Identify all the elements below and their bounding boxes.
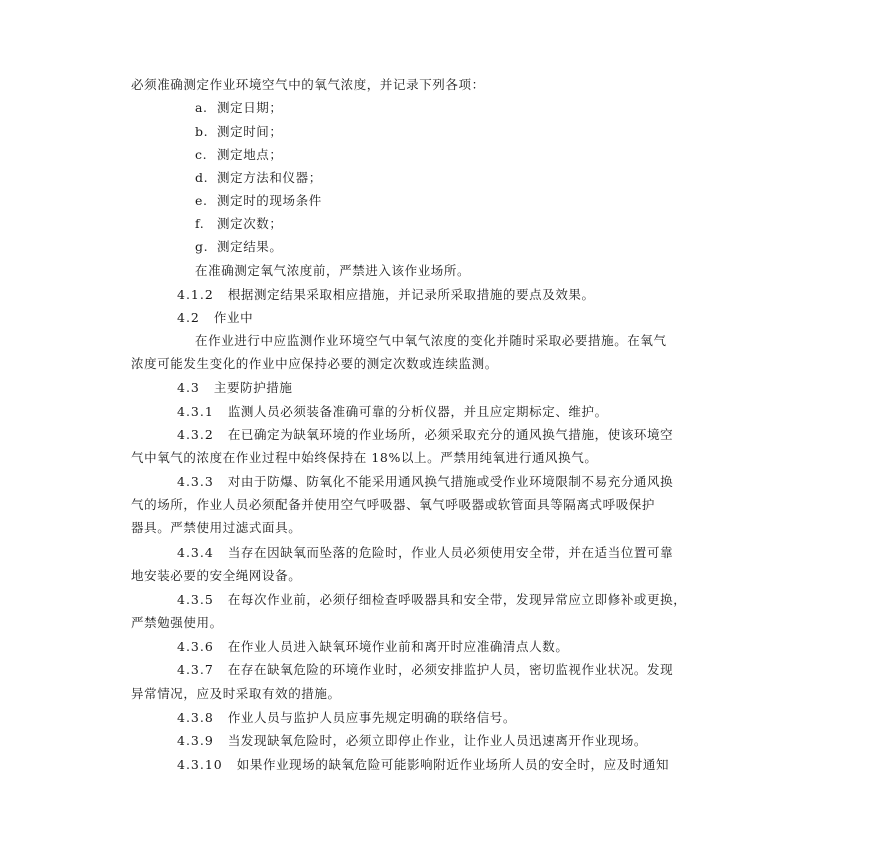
section-4-3-7 xyxy=(177,662,673,678)
item-letter: e. xyxy=(195,193,208,208)
list-item xyxy=(195,170,322,186)
section-number: 4.3.6 xyxy=(177,639,214,654)
list-item xyxy=(195,147,283,163)
item-text: 测定结果。 xyxy=(217,239,283,254)
section-text: 在存在缺氧危险的环境作业时，必须安排监护人员，密切监视作业状况。发现 xyxy=(227,662,674,677)
section-text: 如果作业现场的缺氧危险可能影响附近作业场所人员的安全时，应及时通知 xyxy=(236,757,670,772)
section-4-3-6 xyxy=(177,639,568,655)
paragraph-line: 在作业进行中应监测作业环境空气中氧气浓度的变化并随时采取必要措施。在氧气 xyxy=(195,333,667,348)
section-number: 4.3.4 xyxy=(177,545,214,560)
list-item xyxy=(195,239,283,255)
section-text: 在每次作业前，必须仔细检查呼吸器具和安全带，发现异常应立即修补或更换， xyxy=(227,592,687,607)
paragraph-line: 严禁勉强使用。 xyxy=(131,615,223,630)
list-item xyxy=(195,193,322,209)
paragraph-line: 气中氧气的浓度在作业过程中始终保持在 18%以上。严禁用纯氧进行通风换气。 xyxy=(131,450,598,465)
paragraph-line: 地安装必要的安全绳网设备。 xyxy=(131,568,302,583)
section-number: 4.3.8 xyxy=(177,710,214,725)
section-4-3-10 xyxy=(177,757,669,773)
section-4-3-8 xyxy=(177,710,516,726)
item-letter: c. xyxy=(195,147,208,162)
section-number: 4.3.1 xyxy=(177,404,214,419)
section-number: 4.3.10 xyxy=(177,757,223,772)
item-letter: g. xyxy=(195,239,209,254)
section-number: 4.3.2 xyxy=(177,427,214,442)
list-item xyxy=(195,216,283,232)
section-number: 4.3.3 xyxy=(177,474,214,489)
section-4-3-1 xyxy=(177,404,608,420)
section-4-3-9 xyxy=(177,733,647,749)
item-letter: d. xyxy=(195,170,209,185)
section-text: 对由于防爆、防氧化不能采用通风换气措施或受作业环境限制不易充分通风换 xyxy=(227,474,674,489)
section-4-3-5 xyxy=(177,592,686,608)
list-item xyxy=(195,100,283,116)
section-text: 作业人员与监护人员应事先规定明确的联络信号。 xyxy=(227,710,517,725)
section-4-3-heading xyxy=(177,380,293,396)
section-text: 根据测定结果采取相应措施，并记录所采取措施的要点及效果。 xyxy=(227,287,595,302)
section-4-3-3 xyxy=(177,474,673,490)
item-text: 测定时的现场条件 xyxy=(217,193,322,208)
item-letter: b. xyxy=(195,124,209,139)
section-text: 在已确定为缺氧环境的作业场所，必须采取充分的通风换气措施，使该环境空 xyxy=(227,427,674,442)
item-text: 测定次数； xyxy=(217,216,283,231)
item-text: 测定方法和仪器； xyxy=(217,170,322,185)
list-item xyxy=(195,124,283,140)
item-text: 测定时间； xyxy=(217,124,283,139)
section-4-3-4 xyxy=(177,545,673,561)
note-paragraph: 在准确测定氧气浓度前，严禁进入该作业场所。 xyxy=(195,263,471,278)
section-number: 4.2 xyxy=(177,310,200,325)
section-number: 4.3 xyxy=(177,380,200,395)
section-number: 4.1.2 xyxy=(177,287,214,302)
item-text: 测定地点； xyxy=(217,147,283,162)
section-text: 当发现缺氧危险时，必须立即停止作业，让作业人员迅速离开作业现场。 xyxy=(227,733,648,748)
paragraph-line: 器具。严禁使用过滤式面具。 xyxy=(131,520,302,535)
section-number: 4.3.5 xyxy=(177,592,214,607)
section-text: 当存在因缺氧而坠落的危险时，作业人员必须使用安全带，并在适当位置可靠 xyxy=(227,545,674,560)
item-text: 测定日期； xyxy=(217,100,283,115)
section-4-2-heading xyxy=(177,310,253,326)
section-text: 作业中 xyxy=(213,310,254,325)
section-number: 4.3.7 xyxy=(177,662,214,677)
item-letter: f. xyxy=(195,216,205,231)
paragraph-line: 气的场所，作业人员必须配备并使用空气呼吸器、氧气呼吸器或软管面具等隔离式呼吸保护 xyxy=(131,497,656,512)
paragraph-line: 浓度可能发生变化的作业中应保持必要的测定次数或连续监测。 xyxy=(131,356,498,371)
section-text: 监测人员必须装备准确可靠的分析仪器，并且应定期标定、维护。 xyxy=(227,404,608,419)
item-letter: a. xyxy=(195,100,208,115)
paragraph-line: 异常情况，应及时采取有效的措施。 xyxy=(131,686,341,701)
section-number: 4.3.9 xyxy=(177,733,214,748)
section-text: 在作业人员进入缺氧环境作业前和离开时应准确清点人数。 xyxy=(227,639,569,654)
section-4-3-2 xyxy=(177,427,673,443)
intro-paragraph: 必须准确测定作业环境空气中的氧气浓度，并记录下列各项： xyxy=(131,77,485,92)
section-4-1-2 xyxy=(177,287,595,303)
section-text: 主要防护措施 xyxy=(213,380,293,395)
